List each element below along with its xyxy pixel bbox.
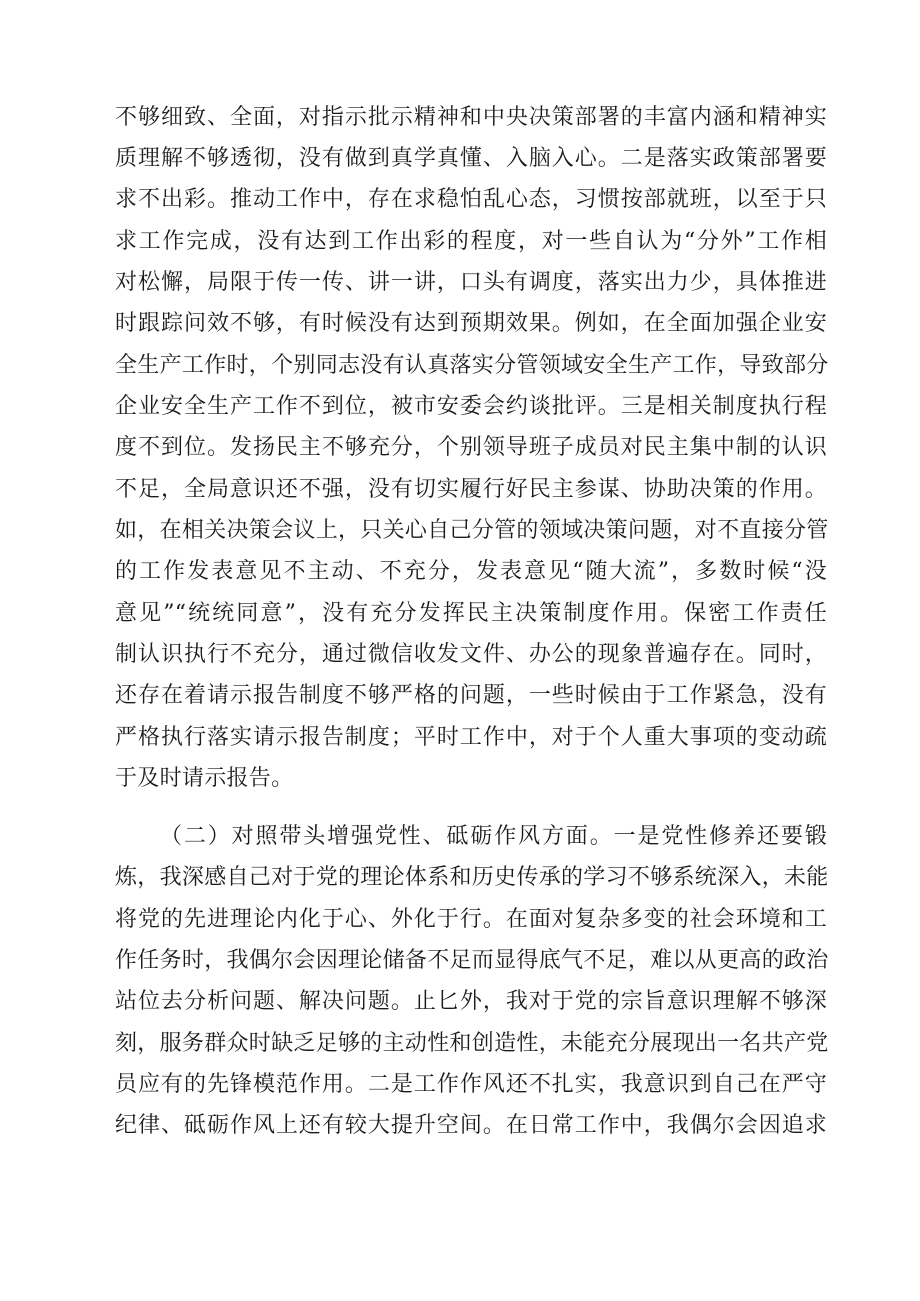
text-line: 如，在相关决策会议上，只关心自己分管的领域决策问题，对不直接分管 <box>115 518 829 543</box>
text-line: 制认识执行不充分，通过微信收发文件、办公的现象普遍存在。同时， <box>115 642 827 667</box>
text-line: 作任务时，我偶尔会因理论储备不足而显得底气不足，难以从更高的政治 <box>115 948 829 973</box>
text-line: 全生产工作时，个别同志没有认真落实分管领域安全生产工作，导致部分 <box>115 353 829 378</box>
text-line: 的工作发表意见不主动、不充分，发表意见“随大流”，多数时候“没 <box>115 559 827 584</box>
text-line: 不足，全局意识还不强，没有切实履行好民主参谋、协助决策的作用。 <box>115 477 827 502</box>
text-line: 刻，服务群众时缺乏足够的主动性和创造性，未能充分展现出一名共产党 <box>115 1031 829 1056</box>
text-line: 严格执行落实请示报告制度；平时工作中，对于个人重大事项的变动疏 <box>115 725 827 750</box>
text-line: 意见”“统统同意”，没有充分发挥民主决策制度作用。保密工作责任 <box>115 601 827 626</box>
text-line: 于及时请示报告。 <box>115 766 294 791</box>
text-line: 求不出彩。推动工作中，存在求稳怕乱心态，习惯按部就班，以至于只 <box>115 187 827 212</box>
text-line: 质理解不够透彻，没有做到真学真懂、入脑入心。二是落实政策部署要 <box>115 146 827 171</box>
text-line: 将党的先进理论内化于心、外化于行。在面对复杂多变的社会环境和工 <box>115 907 827 932</box>
text-line: 站位去分析问题、解决问题。止匕外，我对于党的宗旨意识理解不够深 <box>115 989 827 1014</box>
text-line <box>115 1148 827 1188</box>
text-line: 企业安全生产工作不到位，被市安委会约谈批评。三是相关制度执行程 <box>115 394 827 419</box>
text-line: 度不到位。发扬民主不够充分，个别领导班子成员对民主集中制的认识 <box>115 435 827 460</box>
text-line: 求工作完成，没有达到工作出彩的程度，对一些自认为“分外”工作相 <box>115 229 827 254</box>
text-line: 纪律、砥砺作风上还有较大提升空间。在日常工作中，我偶尔会因追求 <box>115 1113 827 1138</box>
text-line: 不够细致、全面，对指示批示精神和中央决策部署的丰富内涵和精神实 <box>115 105 827 130</box>
text-line: 对松懈，局限于传一传、讲一讲，口头有调度，落实出力少，具体推进 <box>115 270 827 295</box>
text-line: 员应有的先锋模范作用。二是工作作风还不扎实，我意识到自己在严守 <box>115 1072 827 1097</box>
section-heading-line: （二）对照带头增强党性、砥砺作风方面。一是党性修养还要锻 <box>160 824 827 849</box>
text-line: 时跟踪问效不够，有时候没有达到预期效果。例如，在全面加强企业安 <box>115 311 827 336</box>
text-line: 炼，我深感自己对于党的理论体系和历史传承的学习不够系统深入，未能 <box>115 865 829 890</box>
text-line: 还存在着请示报告制度不够严格的问题，一些时候由于工作紧急，没有 <box>115 683 827 708</box>
